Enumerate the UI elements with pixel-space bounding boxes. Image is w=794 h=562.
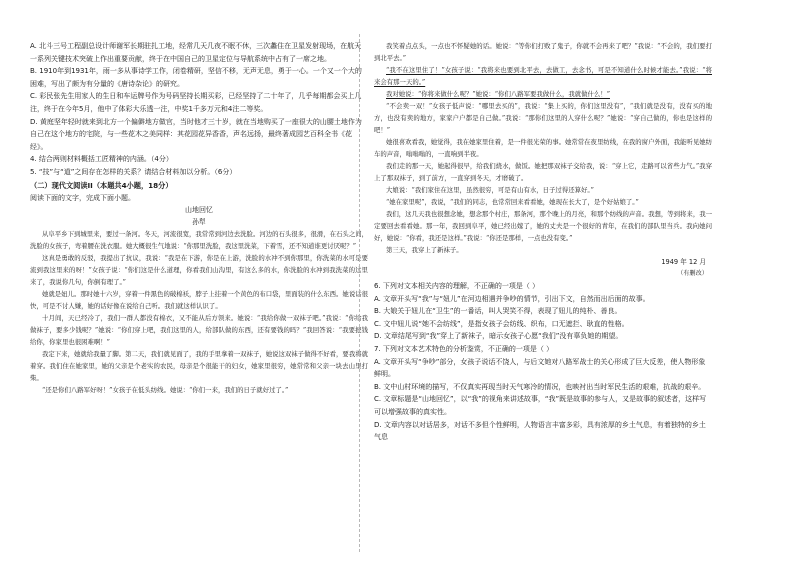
story-date: 1949 年 12 月	[661, 258, 706, 266]
question-6: 6. 下列对文本相关内容的理解，不正确的一项是（ ）	[374, 282, 540, 290]
option-d: D. 黄庭坚年轻时就来到北方一个偏僻地方做官，当时他才三十岁，就在当地购买了一座很大的山腰土地作为自己在这个地方的宅院，与一些花木之美同样：其花园花异香香，声名远扬，最终著成园艺百科全书《花经》。	[30, 117, 362, 151]
story-paragraph: 我们走的那一天，她起得很早，给我们烧水，做饭。她把那双袜子交给我，说：“穿上它，走路可以省些力气。”我穿上了那双袜子，到了前方，一直穿到冬天，才磨破了。	[374, 162, 712, 182]
story-author: 孙犁	[192, 218, 206, 227]
story-body-right	[374, 40, 712, 256]
question-5: 5. “技”与“道”之间存在怎样的关系？请结合材料加以分析。（6分）	[30, 167, 237, 176]
q7-option-b: B. 文中山村环境的描写，不仅真实再现当时天气寒冷的情况，也映衬出当时军民生活的艰难，抗战的艰辛。	[374, 382, 706, 391]
left-column	[30, 40, 368, 550]
option-c: C. 彩民张先生用家人的生日和车运牌号作为号码坚持长期买彩，已经坚持了二十年了，几乎每期都会买上几注，终于在今年5月，他中了体彩大乐透一注，中奖1千多万元和4注二等奖。	[30, 92, 362, 113]
q6-option-d: D. 文章结尾写到“我”穿上了新袜子，暗示女孩子心愿“我们”没有辜负她的期望。	[374, 332, 623, 341]
story-paragraph: “还是你们八路军好呀！”女孩子在低头纺线。她说：“你们一来，我们的日子就好过了。”	[42, 386, 289, 395]
story-paragraph-underlined: 我对她说：“你将来做什么呢？”她说：“你们八路军要我做什么，我就做什么！”	[386, 90, 610, 98]
options-group-top	[30, 40, 368, 153]
story-source-note: （有删改）	[677, 270, 708, 277]
story-body-left	[30, 228, 368, 396]
right-column	[374, 40, 712, 550]
q7-option-c: C. 文章标题是“山地回忆”，以“我”的视角来讲述故事，“我”既是故事的参与人，又是故事的叙述者，这样写可以增强故事的真实性。	[374, 395, 707, 416]
column-divider	[359, 34, 360, 552]
story-paragraph: 从阜平乡下到城里来，要过一条河。冬天，河流很宽，我常常到河边去洗脸。河边的石头很多，很滑，在石头之间，洗脸的女孩子，弯着腰在洗衣服。她大概很生气地说：“你那里洗脸，我这里洗菜，下着雪，还不知道谁更讨厌呢？”	[30, 230, 368, 251]
story-paragraph: 她就是妞儿。那时她十六岁，穿着一件黑色的破棉袄，脖子上挂着一个黄色的布口袋，里面装的什么东西。她说话很快，可是不讨人嫌，她的话好像在说给自己听。我们就这样认识了。	[30, 290, 368, 311]
question-7: 7. 下列对文本艺术特色的分析鉴赏，不正确的一项是（ ）	[374, 344, 554, 353]
story-paragraph: 我笑着点点头，一点也不怀疑她的话。她说：“等你们打败了鬼子，你就不会再来了吧？”我说：“不会的，我们要打到北平去。”	[374, 42, 712, 62]
q6-option-a: A. 文章开头写“我”与“妞儿”在河边相遇并争吵的情节，引出下文，自然而出后面的故事。	[374, 294, 650, 303]
story-paragraph: 大娘说：“我们家住在这里，虽然很穷，可是有山有水，日子过得还算好。”	[386, 186, 594, 194]
story-paragraph: 我定下来，她就给我量了脚。第二天，我们就见面了，我的手里拿着一双袜子，她说这双袜子做得不好看，要我将就着穿。我们住在她家里，她的父亲是个老实的农民，母亲是个很能干的妇女，她家里很穷，她常常和父亲一块去山里打柴。	[30, 350, 368, 383]
q7-option-d: D. 文章内容以对话居多，对话不多但个性鲜明，人物语言丰富多彩，具有浓厚的乡土气息，有着独特的乡土气息	[374, 420, 706, 442]
question-6-options	[374, 293, 712, 343]
q7-option-a: A. 文章开头写“争吵”部分，女孩子说话不饶人，与后文她对八路军战士的关心形成了巨大反差，使人物形象鲜明。	[374, 357, 706, 379]
question-7-options	[374, 356, 712, 444]
story-paragraph: 我们，这几天我也很想念她，想念那个村庄，那条河，那个晚上的月亮，和那个纺线的声音。我想，等到将来，我一定要回去看看她。那一年，我回到阜平，她已经出嫁了，她的丈夫是一个很好的青年，在我们的部队里当兵。我向她问好，她说：“你看，我还是这样。”我说：“你还是那样，一点也没有变。”	[374, 210, 712, 242]
q6-option-b: B. 大娘关于妞儿在“卫生”的一番话，叫人哭笑不得，表现了妞儿的纯朴、善良。	[374, 307, 622, 316]
option-a: A. 北斗三号工程副总设计师谢军长期驻扎工地，经常几天几夜不眠不休，三次蠡住在卫星发射现场，在航天一系列关键技术突破上作出重要贡献，终于在中国自己的卫星定位与导航系统中占有了一席之地。	[30, 42, 362, 63]
story-paragraph: 她很喜欢看我，她觉得，我在她家里住着，是一件很光荣的事。她常常在夜里纺线，在我的窗户外面，我能听见她纺车的声音，嗡嗡嗡的，一直响到半夜。	[374, 138, 712, 158]
story-paragraph: “她在家里呢”，我说，“我们的同志，也常常回来看看她，她现在长大了，是个好姑娘了。”	[386, 198, 639, 206]
story-paragraph: 第三天，我穿上了新袜子。	[386, 246, 463, 254]
reading-instruction: 阅读下面的文字，完成下面小题。	[30, 193, 135, 202]
option-b: B. 1910年到1931年，雨一多从事诗学工作，闭卷精研，坚信不移，无声无息，勇于一心。一个又一个大的困难，写出了颇为有分量的《唐诗杂论》的研究。	[30, 67, 362, 88]
story-paragraph-underlined: “我不在这里住了！”女孩子说：“我将来也要到北平去，去做工，去念书，可是不知道什么时候才能去。”我说：“将来会有那一天的。”	[374, 66, 712, 86]
story-title: 山地回忆	[185, 206, 213, 215]
story-paragraph: “不会卖一双！”女孩子低声说：“哪里去买的”，我说：“集上买的，你们这里没有”，“我们就是没有，没有买的地方，也没有卖的地方，家家户户都是自己做。”我说：“那你们这里的人穿什么呢？”她说：“穿自己做的，你也是这样的吧！”	[374, 102, 712, 134]
story-paragraph: 这真是勇敢的反驳，我提出了抗议，我说：“我是在下游，你是在上游，洗脸的水冲不到你那里，你洗菜的水可是要流到我这里来的呀！”女孩子说：“你们这是什么道理，你看我们山沟里，有这么多的水，你洗脸的水冲到我洗菜的这里来了，我说你几句，你倒有理了。”	[30, 254, 368, 287]
section-heading: （二）现代文阅读II（本题共4小题，18分）	[30, 180, 173, 190]
q6-option-c: C. 文中妞儿说“她不会纺线”，是指女孩子会纺线、织布，口无遮拦、耿直的性格。	[374, 319, 629, 328]
question-4: 4. 结合两则材料概括工匠精神的内涵。（4分）	[30, 155, 173, 164]
story-paragraph: 十月间，天已经冷了，我们一群人都没有棉衣，又不能从后方领来。她说：“我给你做一双袜子吧。”我说：“你给我做袜子，要多少钱呢？”她说：“你们穿上吧，我们这里的人，给部队做的东西，还有要钱的吗？”我回答说：“我要把钱给你，你家里也很困难啊！”	[30, 314, 368, 347]
